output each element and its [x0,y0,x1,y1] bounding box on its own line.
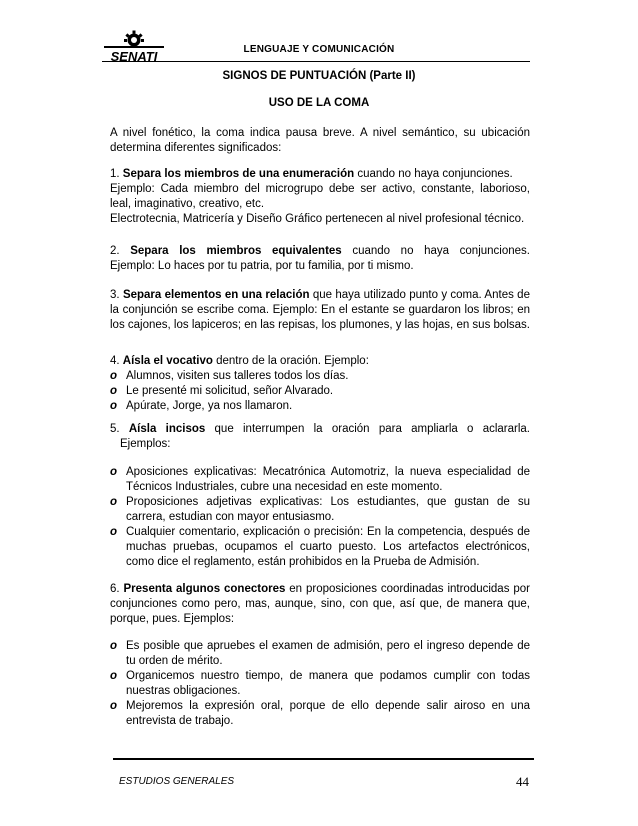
list-item-text: Es posible que apruebes el examen de admisión, pero el ingreso depende de tu orden de mérito. [126,640,530,667]
list-item-text: Alumnos, visiten sus talleres todos los días. [126,370,349,382]
bullet-marker: o [110,466,118,478]
list-item-text: Le presenté mi solicitud, señor Alvarado. [126,385,334,397]
rule-2-rest: cuando no haya conjunciones. [341,245,530,257]
rule-6-list [110,639,530,729]
rule-6-text [110,582,530,627]
rule-1-example: Ejemplo: Cada miembro del microgrupo debe ser activo, constante, laborioso, leal, imaginativo, creativo, etc. [110,183,530,210]
footer-divider [113,758,534,760]
rule-6 [110,582,530,627]
rule-4-rest: dentro de la oración. Ejemplo: [212,355,369,367]
rule-2-example: Ejemplo: Lo haces por tu patria, por tu familia, por ti mismo. [110,260,414,272]
list-item-text: Apúrate, Jorge, ya nos llamaron. [126,400,293,412]
rule-5-rest: que interrumpen la oración para ampliarla o aclararla. [205,423,530,435]
rule-5 [110,422,530,452]
page-title: SIGNOS DE PUNTUACIÓN (Parte II) [222,70,416,82]
list-item-text: Cualquier comentario, explicación o precisión: En la competencia, después de muchas pruebas, ocupamos el cuarto puesto. Los artefactos electrónicos, como dice el reglamento, están prohibidos en la Prueba de Admisión. [126,526,530,568]
rule-5-number: 5. [110,423,120,435]
rule-6-rest: en proposiciones coordinadas introducidas por conjunciones como pero, mas, aunque, sino, con que, así que, de manera que, porque, pues. Ejemplos: [110,583,530,625]
list-item [110,495,530,525]
list-item [110,525,530,570]
rule-4-text [110,354,530,369]
section-title: USO DE LA COMA [268,97,370,109]
list-item-text: Aposiciones explicativas: Mecatrónica Automotriz, la nueva especialidad de Técnicos Industriales, cubre una necesidad en este momento. [126,466,530,493]
list-item [110,384,530,399]
rule-5-heading: Aísla incisos [128,423,206,435]
list-item [110,699,530,729]
rule-2-text [110,244,530,259]
rule-3-number: 3. [110,289,120,301]
rule-5-list [110,465,530,570]
bullet-marker: o [110,496,118,508]
footer-label: ESTUDIOS GENERALES [119,776,235,787]
course-header: LENGUAJE Y COMUNICACIÓN [243,44,395,55]
rule-5-text [110,422,530,437]
list-item-text: Proposiciones adjetivas explicativas: Los estudiantes, que gustan de su carrera, estudian con mayor entusiasmo. [126,496,530,523]
bullet-marker: o [110,670,118,682]
rule-1 [110,167,530,227]
intro-block [110,126,530,156]
rule-4 [110,354,530,414]
rule-3 [110,288,530,333]
rule-1-example-2: Electrotecnia, Matricería y Diseño Gráfico pertenecen al nivel profesional técnico. [110,213,525,225]
rule-6-heading: Presenta algunos conectores [123,583,286,595]
bullet-marker: o [110,526,118,538]
bullet-marker: o [110,400,118,412]
rule-3-rest: que haya utilizado punto y coma. Antes de la conjunción se escribe coma. Ejemplo: En el estante se guardaron los libros; en los cajones, los lapiceros; en las repisas, los plumones, y las hojas, en sus bolsas. [110,289,530,331]
list-item-text: Organicemos nuestro tiempo, de manera que podamos cumplir con todas nuestras obligaciones. [126,670,530,697]
rule-3-heading: Separa elementos en una relación [122,289,310,301]
page-number: 44 [516,774,529,789]
rule-1-rest: cuando no haya conjunciones. [354,168,513,180]
header-divider [102,61,530,62]
rule-2-heading: Separa los miembros equivalentes [130,245,342,257]
svg-text:SENATI: SENATI [110,49,158,64]
rule-4-number: 4. [110,355,120,367]
rule-1-heading: Separa los miembros de una enumeración [122,168,355,180]
rule-3-text [110,288,530,333]
rule-1-number: 1. [110,168,120,180]
list-item [110,369,530,384]
rule-2-number: 2. [110,245,120,257]
bullet-marker: o [110,700,118,712]
rule-2 [110,244,530,274]
intro-text: A nivel fonético, la coma indica pausa breve. A nivel semántico, su ubicación determina diferentes significados: [110,127,530,154]
rule-6-number: 6. [110,583,120,595]
list-item [110,639,530,669]
bullet-marker: o [110,640,118,652]
bullet-marker: o [110,385,118,397]
list-item [110,669,530,699]
bullet-marker: o [110,370,118,382]
list-item [110,465,530,495]
list-item-text: Mejoremos la expresión oral, porque de ello depende salir airoso en una entrevista de trabajo. [126,700,530,727]
rule-4-heading: Aísla el vocativo [122,355,213,367]
list-item [110,399,530,414]
rule-5-examples-label: Ejemplos: [120,438,171,450]
rule-1-text [110,167,530,182]
